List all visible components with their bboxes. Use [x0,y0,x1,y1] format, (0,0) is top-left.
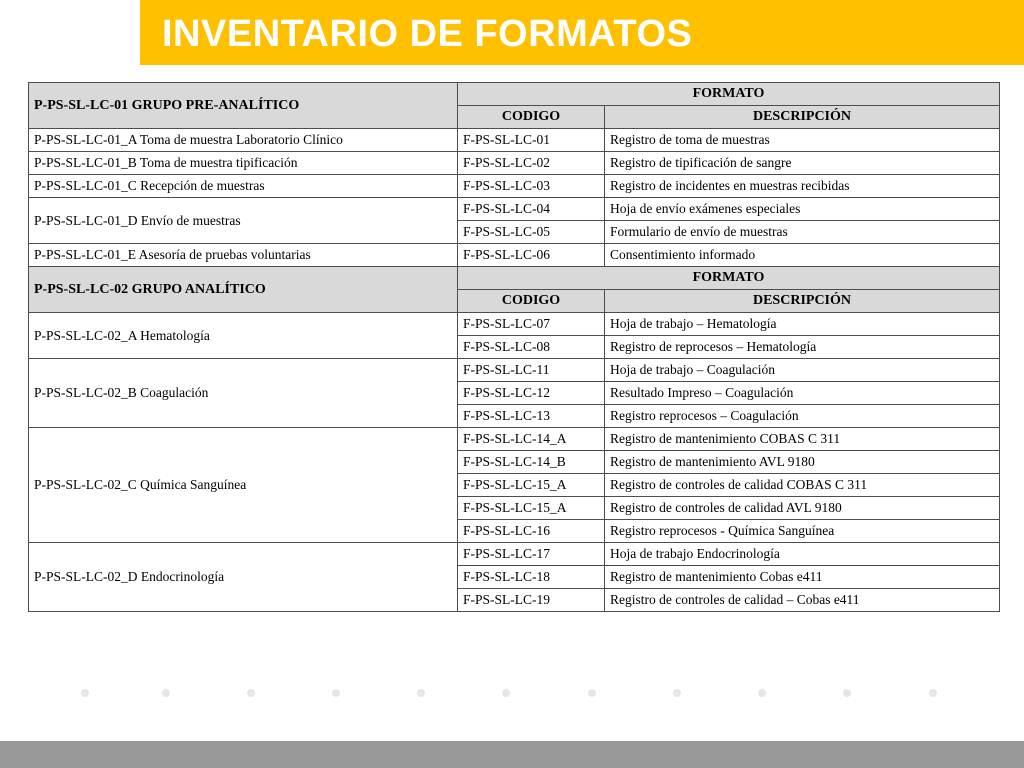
procedure-name: P-PS-SL-LC-02_A Hematología [29,313,458,359]
decorative-dot [81,689,89,697]
decorative-dot [502,689,510,697]
format-code: F-PS-SL-LC-14_A [458,428,605,451]
format-description: Registro de toma de muestras [605,129,1000,152]
group-title: P-PS-SL-LC-02 GRUPO ANALÍTICO [29,267,458,313]
procedure-name: P-PS-SL-LC-02_C Química Sanguínea [29,428,458,543]
table-row [29,129,1000,152]
table-row [29,198,1000,221]
group-title: P-PS-SL-LC-01 GRUPO PRE-ANALÍTICO [29,83,458,129]
procedure-name: P-PS-SL-LC-01_D Envío de muestras [29,198,458,244]
procedure-name: P-PS-SL-LC-01_E Asesoría de pruebas voluntarias [29,244,458,267]
procedure-name: P-PS-SL-LC-02_B Coagulación [29,359,458,428]
format-code: F-PS-SL-LC-05 [458,221,605,244]
format-description: Registro de controles de calidad AVL 9180 [605,497,1000,520]
format-code: F-PS-SL-LC-03 [458,175,605,198]
decorative-dot [162,689,170,697]
format-description: Hoja de trabajo – Coagulación [605,359,1000,382]
formato-header: FORMATO [458,83,1000,106]
format-code: F-PS-SL-LC-06 [458,244,605,267]
codigo-header: CODIGO [458,106,605,129]
format-description: Hoja de envío exámenes especiales [605,198,1000,221]
format-code: F-PS-SL-LC-18 [458,566,605,589]
format-description: Registro de reprocesos – Hematología [605,336,1000,359]
format-description: Registro de mantenimiento Cobas e411 [605,566,1000,589]
format-code: F-PS-SL-LC-15_A [458,474,605,497]
format-description: Registro de tipificación de sangre [605,152,1000,175]
format-description: Registro de mantenimiento AVL 9180 [605,451,1000,474]
format-code: F-PS-SL-LC-14_B [458,451,605,474]
format-code: F-PS-SL-LC-07 [458,313,605,336]
table-row [29,313,1000,336]
table-row [29,543,1000,566]
table-row [29,428,1000,451]
descripcion-header: DESCRIPCIÓN [605,106,1000,129]
formats-inventory-table [28,82,1000,612]
procedure-name: P-PS-SL-LC-01_B Toma de muestra tipificación [29,152,458,175]
group-header-row [29,83,1000,106]
group-header-row [29,267,1000,290]
format-description: Resultado Impreso – Coagulación [605,382,1000,405]
format-code: F-PS-SL-LC-01 [458,129,605,152]
format-description: Registro de controles de calidad – Cobas e411 [605,589,1000,612]
format-code: F-PS-SL-LC-08 [458,336,605,359]
decorative-dot [673,689,681,697]
format-code: F-PS-SL-LC-02 [458,152,605,175]
format-description: Registro de controles de calidad COBAS C 311 [605,474,1000,497]
decorative-dots [0,689,1024,699]
decorative-dot [929,689,937,697]
format-description: Registro de incidentes en muestras recibidas [605,175,1000,198]
format-description: Registro reprocesos – Coagulación [605,405,1000,428]
procedure-name: P-PS-SL-LC-02_D Endocrinología [29,543,458,612]
format-description: Consentimiento informado [605,244,1000,267]
decorative-dot [332,689,340,697]
format-code: F-PS-SL-LC-11 [458,359,605,382]
formato-header: FORMATO [458,267,1000,290]
decorative-dot [588,689,596,697]
table-row [29,152,1000,175]
format-code: F-PS-SL-LC-04 [458,198,605,221]
descripcion-header: DESCRIPCIÓN [605,290,1000,313]
page-title: INVENTARIO DE FORMATOS [162,13,693,55]
format-description: Hoja de trabajo Endocrinología [605,543,1000,566]
table-row [29,244,1000,267]
codigo-header: CODIGO [458,290,605,313]
decorative-dot [843,689,851,697]
decorative-dot [247,689,255,697]
format-code: F-PS-SL-LC-13 [458,405,605,428]
procedure-name: P-PS-SL-LC-01_A Toma de muestra Laboratorio Clínico [29,129,458,152]
procedure-name: P-PS-SL-LC-01_C Recepción de muestras [29,175,458,198]
title-bar [140,0,1024,65]
format-description: Registro reprocesos - Química Sanguínea [605,520,1000,543]
format-code: F-PS-SL-LC-16 [458,520,605,543]
format-description: Formulario de envío de muestras [605,221,1000,244]
format-code: F-PS-SL-LC-19 [458,589,605,612]
format-code: F-PS-SL-LC-17 [458,543,605,566]
decorative-dot [417,689,425,697]
format-code: F-PS-SL-LC-15_A [458,497,605,520]
format-description: Hoja de trabajo – Hematología [605,313,1000,336]
table-row [29,175,1000,198]
footer-bar [0,741,1024,768]
format-code: F-PS-SL-LC-12 [458,382,605,405]
format-description: Registro de mantenimiento COBAS C 311 [605,428,1000,451]
table-row [29,359,1000,382]
decorative-dot [758,689,766,697]
